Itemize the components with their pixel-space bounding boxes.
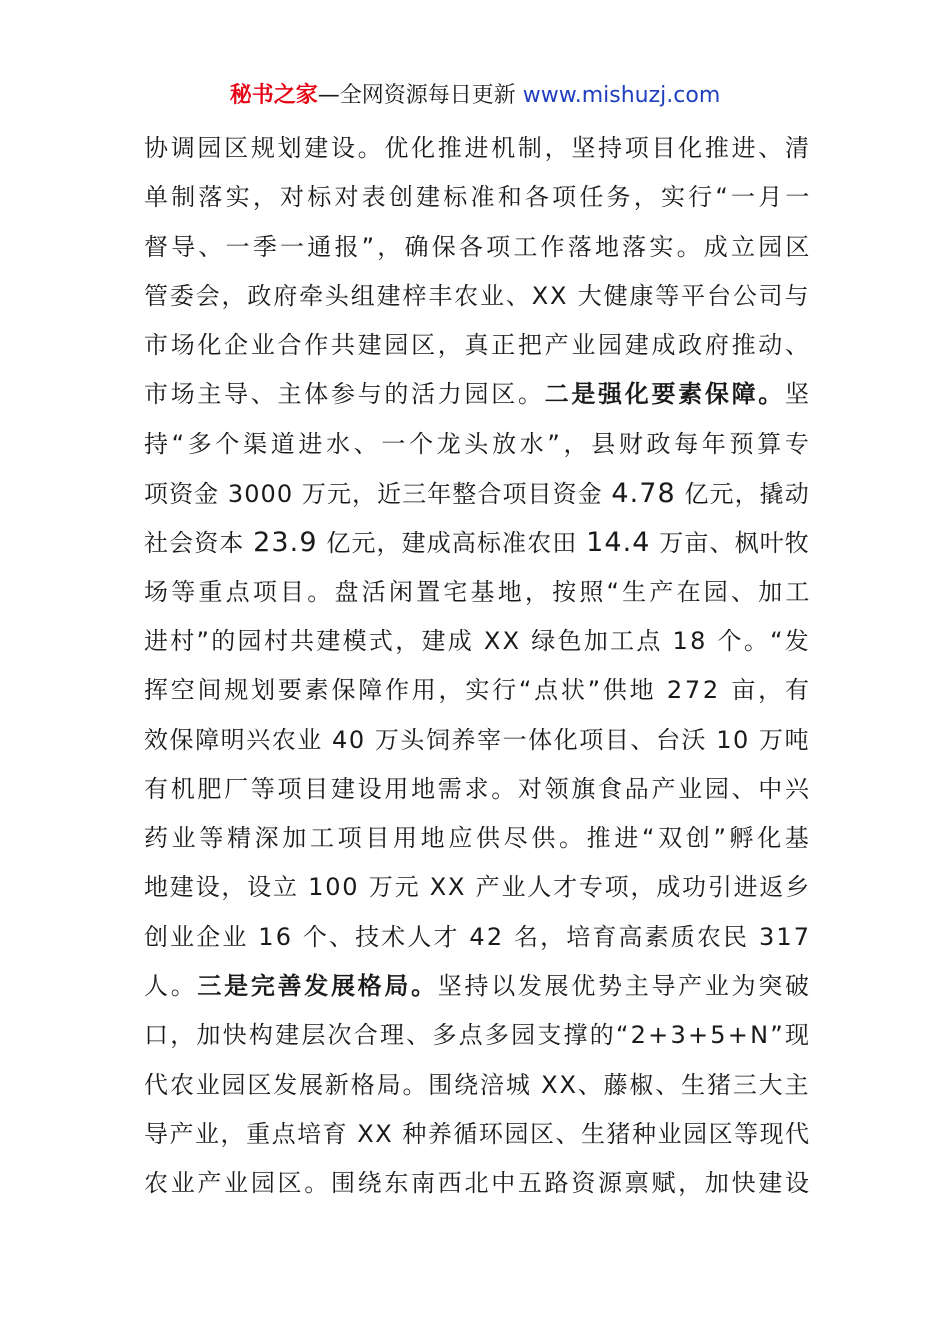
text-run: 万亩、枫叶牧 — [650, 529, 810, 558]
text-run: 效保障明兴农业 40 万头饲养宰一体化项目、台沃 10 万吨 — [144, 725, 811, 754]
bold-heading: 二是强化要素保障。 — [544, 380, 785, 409]
page-header — [0, 80, 950, 112]
header-url-link[interactable]: www.mishuzj.com — [522, 83, 721, 108]
body-line — [144, 124, 812, 173]
body-line — [144, 617, 812, 666]
body-line — [144, 321, 812, 370]
bold-heading: 三是完善发展格局。 — [197, 972, 438, 1001]
text-run: 协调园区规划建设。优化推进机制，坚持项目化推进、清 — [144, 134, 812, 162]
text-run: 市场主导、主体参与的活力园区。 — [144, 380, 545, 409]
body-line — [144, 863, 809, 912]
text-run: 挥空间规划要素保障作用，实行“点状”供地 272 亩，有 — [144, 676, 812, 705]
body-line — [144, 666, 812, 715]
text-run: 坚持以发展优势主导产业为突破 — [437, 972, 812, 1001]
text-run: 管委会，政府牵头组建梓丰农业、XX 大健康等平台公司与 — [144, 281, 811, 310]
text-run: 亿元，建成高标准农田 — [317, 529, 587, 558]
text-run: 社会资本 — [144, 529, 254, 558]
number-value: 14.4 — [586, 527, 651, 559]
document-body — [144, 124, 813, 1209]
number-value: 23.9 — [253, 527, 318, 559]
body-line — [144, 1011, 812, 1060]
text-run: 单制落实，对标对表创建标准和各项任务，实行“一月一 — [144, 183, 813, 212]
body-line — [144, 420, 813, 469]
text-run: 创业企业 16 个、技术人才 42 名，培育高素质农民 317 — [144, 922, 812, 951]
text-run: 进村”的园村共建模式，建成 XX 绿色加工点 18 个。“发 — [144, 626, 812, 655]
text-run: 场等重点项目。盘活闲置宅基地，按照“生产在园、加工 — [144, 577, 813, 606]
text-run: 市场化企业合作共建园区，真正把产业园建成政府推动、 — [144, 331, 812, 360]
text-run: 农业产业园区。围绕东南西北中五路资源禀赋，加快建设 — [144, 1169, 812, 1198]
header-tagline: —全网资源每日更新 — [317, 83, 516, 108]
body-line — [144, 223, 813, 272]
text-run: 亿元，撬动 — [675, 480, 810, 509]
body-line — [144, 173, 813, 222]
body-line — [144, 568, 813, 617]
text-run: 药业等精深加工项目用地应供尽供。推进“双创”孵化基 — [144, 824, 813, 853]
text-run: 导产业，重点培育 XX 种养循环园区、生猪种业园区等现代 — [144, 1119, 811, 1148]
body-line — [144, 1061, 809, 1110]
body-line — [144, 962, 812, 1011]
body-line — [144, 716, 809, 765]
text-run: 人。 — [144, 972, 198, 1001]
brand-name: 秘书之家 — [229, 83, 318, 108]
text-run: 持“多个渠道进水、一个龙头放水”，县财政每年预算专 — [144, 429, 813, 458]
body-line — [144, 370, 812, 419]
text-run: 项资金 3000 万元，近三年整合项目资金 — [144, 480, 612, 509]
body-line — [144, 518, 809, 567]
body-line — [144, 272, 809, 321]
text-run: 口，加快构建层次合理、多点多园支撑的“2+3+5+N”现 — [144, 1021, 812, 1050]
text-run: 地建设，设立 100 万元 XX 产业人才专项，成功引进返乡 — [144, 873, 811, 902]
text-run: 坚 — [785, 380, 812, 409]
body-line — [144, 1110, 809, 1159]
body-line — [144, 913, 812, 962]
body-line — [144, 765, 812, 814]
text-run: 有机肥厂等项目建设用地需求。对领旗食品产业园、中兴 — [144, 774, 812, 803]
body-line — [144, 814, 813, 863]
number-value: 4.78 — [611, 478, 676, 510]
body-line — [144, 469, 809, 518]
body-line — [144, 1159, 812, 1208]
text-run: 代农业园区发展新格局。围绕涪城 XX、藤椒、生猪三大主 — [144, 1070, 811, 1099]
text-run: 督导、一季一通报”，确保各项工作落地落实。成立园区 — [144, 232, 813, 261]
